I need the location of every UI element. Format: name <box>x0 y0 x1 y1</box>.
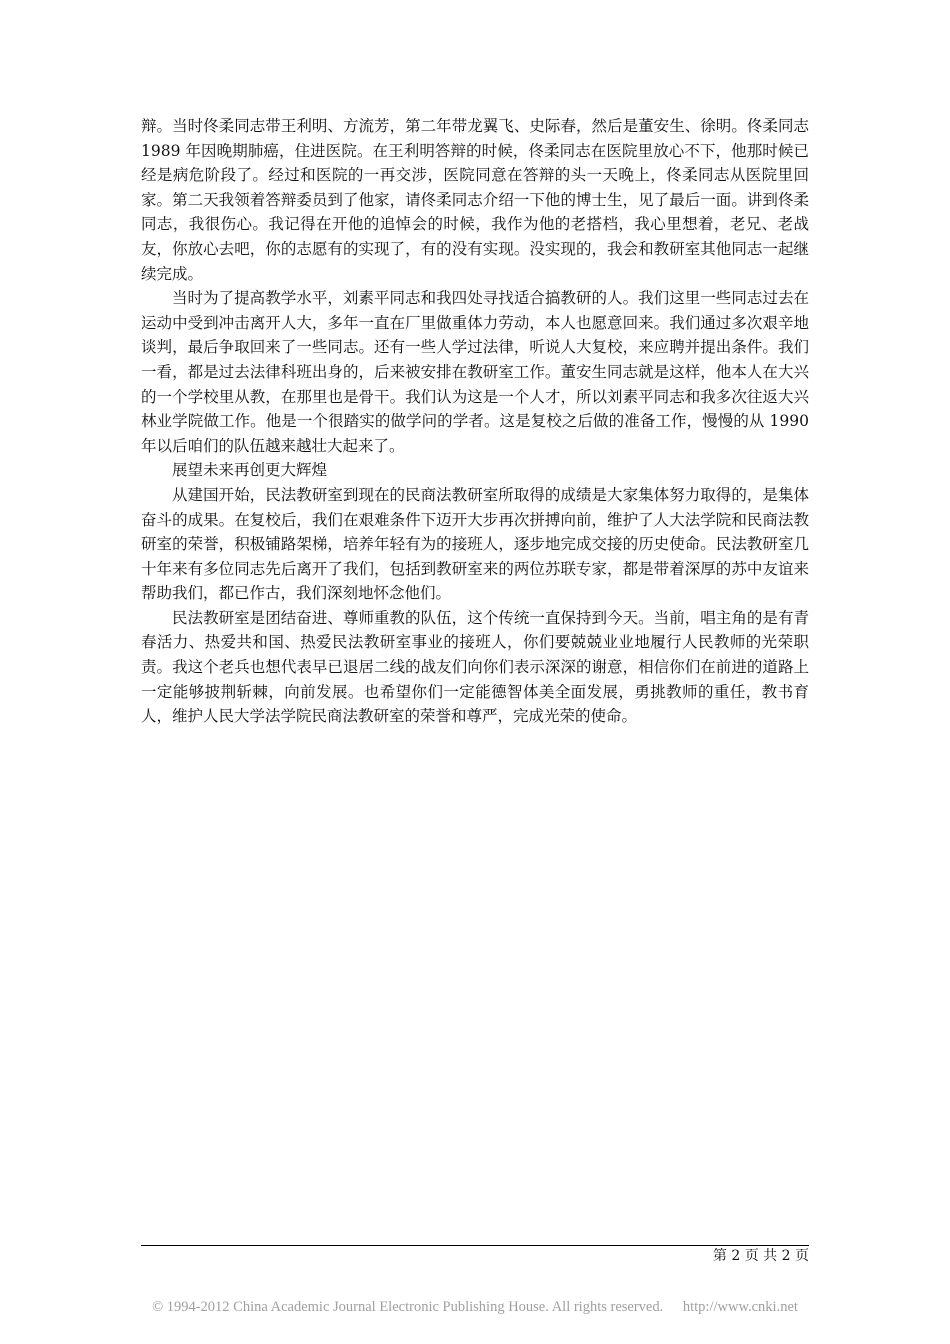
page-number: 第 2 页 共 2 页 <box>712 1248 809 1264</box>
publisher-url[interactable]: http://www.cnki.net <box>682 1299 798 1315</box>
paragraph-3: 从建国开始，民法教研室到现在的民商法教研室所取得的成绩是大家集体努力取得的，是集体奋斗的成果。在复校后，我们在艰难条件下迈开大步再次拼搏向前，维护了人大法学院和民商法教研室的荣誉，积极铺路架梯，培养年轻有为的接班人，逐步地完成交接的历史使命。民法教研室几十年来有多位同志先后离开了我们，包括到教研室来的两位苏联专家，都是带着深厚的苏中友谊来帮助我们，都已作古，我们深刻地怀念他们。 <box>141 485 809 603</box>
paragraph-4: 民法教研室是团结奋进、尊师重教的队伍，这个传统一直保持到今天。当前，唱主角的是有青春活力、热爱共和国、热爱民法教研室事业的接班人，你们要兢兢业业地履行人民教师的光荣职责。我这个老兵也想代表早已退居二线的战友们向你们表示深深的谢意，相信你们在前进的道路上一定能够披荆斩棘，向前发展。也希望你们一定能德智体美全面发展，勇挑教师的重任，教书育人，维护人民大学法学院民商法教研室的荣誉和尊严，完成光荣的使命。 <box>141 608 809 726</box>
footer-divider <box>141 1245 809 1246</box>
paragraph-1: 辩。当时佟柔同志带王利明、方流芳，第二年带龙翼飞、史际春，然后是董安生、徐明。佟柔同志 1989 年因晚期肺癌，住进医院。在王利明答辩的时候，佟柔同志在医院里放心不下，他那时候已经是病危阶段了。经过和医院的一再交涉，医院同意在答辩的头一天晚上，佟柔同志从医院里回家。第二天我领着答辩委员到了他家，请佟柔同志介绍一下他的博士生，见了最后一面。讲到佟柔同志，我很伤心。我记得在开他的追悼会的时候，我作为他的老搭档，我心里想着，老兄、老战友，你放心去吧，你的志愿有的实现了，有的没有实现。没实现的，我会和教研室其他同志一起继续完成。 <box>141 117 809 283</box>
copyright-watermark <box>0 1297 950 1317</box>
section-heading: 展望未来再创更大辉煌 <box>172 461 328 480</box>
paragraph-2: 当时为了提高教学水平，刘素平同志和我四处寻找适合搞教研的人。我们这里一些同志过去在运动中受到冲击离开人大，多年一直在厂里做重体力劳动，本人也愿意回来。我们通过多次艰辛地谈判，最后争取回来了一些同志。还有一些人学过法律，听说人大复校，来应聘并提出条件。我们一看，都是过去法律科班出身的，后来被安排在教研室工作。董安生同志就是这样，他本人在大兴的一个学校里从教，在那里也是骨干。我们认为这是一个人才，所以刘素平同志和我多次往返大兴林业学院做工作。他是一个很踏实的做学问的学者。这是复校之后做的准备工作，慢慢的从 1990 年以后咱们的队伍越来越壮大起来了。 <box>141 289 809 455</box>
copyright-text: © 1994-2012 China Academic Journal Electronic Publishing House. All rights reserved. <box>152 1299 664 1315</box>
article-body <box>141 114 809 729</box>
